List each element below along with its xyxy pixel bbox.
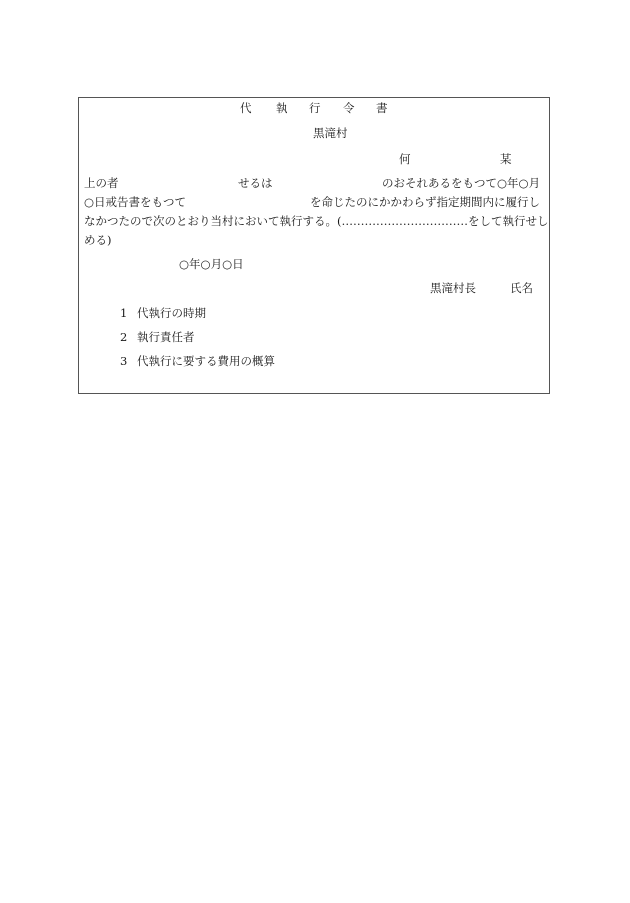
signature-title: 黒滝村長: [430, 281, 476, 295]
item-number: 1: [120, 306, 128, 320]
body-line1-a: 上の者: [84, 176, 119, 190]
signature-name-label: 氏名: [510, 281, 533, 295]
item-number: 2: [120, 330, 128, 344]
body-line2-b: を命じたのにかかわらず指定期間内に履行し: [310, 195, 540, 209]
issuer-village: 黒滝村: [313, 126, 348, 140]
title-char: 代: [240, 101, 252, 115]
item-text: 執行責任者: [137, 330, 195, 344]
addressee-family: 某: [500, 152, 512, 166]
addressee-given: 何: [399, 152, 411, 166]
title-char: 令: [343, 101, 355, 115]
title-char: 執: [276, 101, 288, 115]
document-frame: [78, 97, 550, 394]
item-number: 3: [120, 354, 128, 368]
body-line1-b: せるは: [238, 176, 273, 190]
issue-date: ○年○月○日: [179, 257, 244, 271]
body-line2-a: ○日戒告書をもつて: [84, 195, 187, 209]
title-char: 行: [309, 101, 321, 115]
body-line1-c: のおそれあるをもつて○年○月: [382, 176, 541, 190]
body-line3: なかつたので次のとおり当村において執行する。(……………………………をして執行せし: [84, 214, 549, 228]
item-text: 代執行に要する費用の概算: [137, 354, 275, 368]
title-char: 書: [376, 101, 388, 115]
body-line4: める): [84, 233, 112, 247]
item-text: 代執行の時期: [137, 306, 206, 320]
